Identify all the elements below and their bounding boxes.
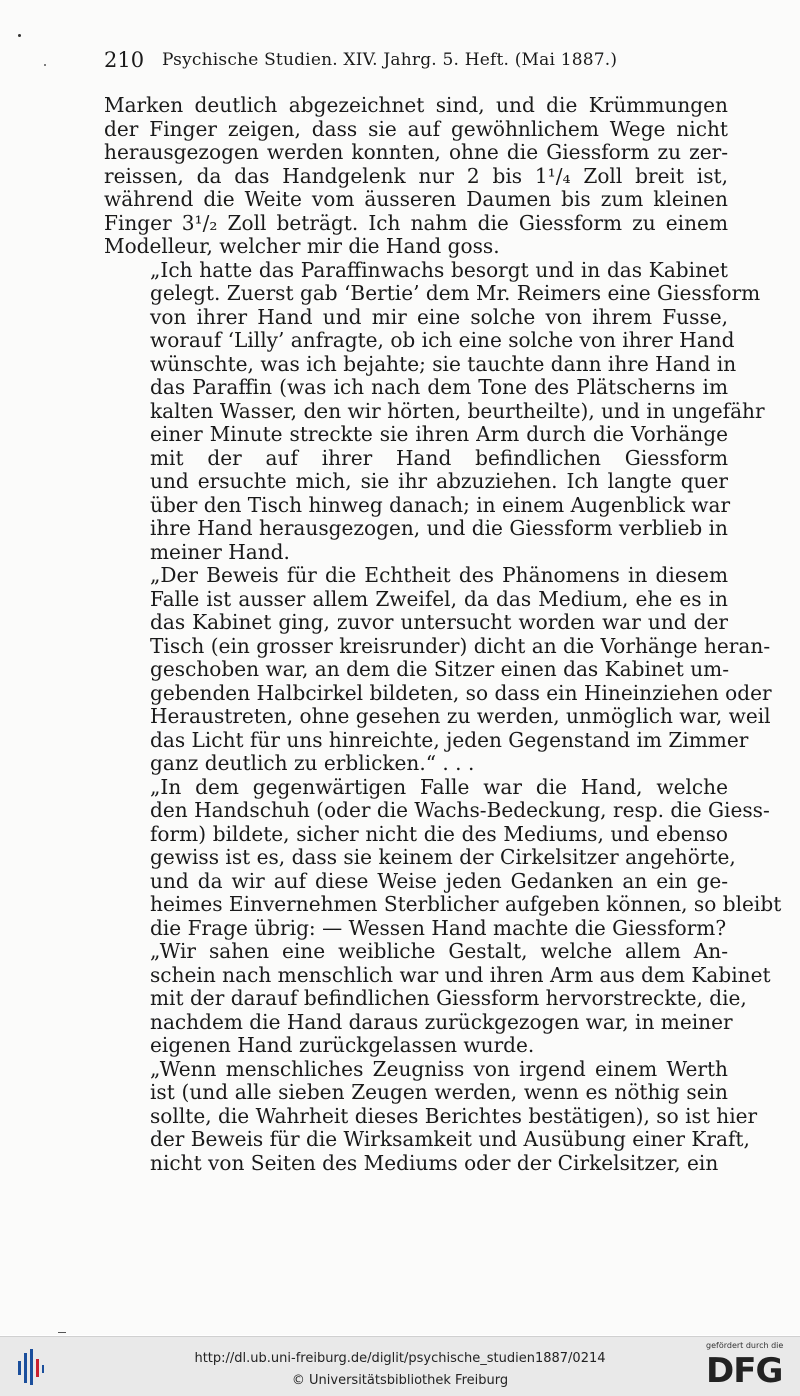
text-line: das Kabinet ging, zuvor untersucht worden war und der bbox=[150, 610, 728, 634]
text-line: der Beweis für die Wirksamkeit und Ausübung einer Kraft, bbox=[150, 1127, 750, 1151]
text-line: das Paraffin (was ich nach dem Tone des Plätscherns im bbox=[150, 375, 728, 399]
page-header bbox=[104, 48, 726, 74]
paragraph bbox=[104, 939, 771, 1058]
text-line: die Frage übrig: — Wessen Hand machte die Giessform? bbox=[150, 915, 727, 940]
text-line: reissen, da das Handgelenk nur 2 bis 1¹/₄ Zoll breit ist, bbox=[104, 163, 728, 188]
text-line: schein nach menschlich war und ihren Arm aus dem Kabinet bbox=[150, 962, 771, 987]
paragraph bbox=[104, 563, 772, 776]
text-line: „Der Beweis für die Echtheit des Phänomens in diesem bbox=[150, 563, 728, 587]
text-line: Heraustreten, ohne gesehen zu werden, unmöglich war, weil bbox=[150, 704, 771, 728]
text-line: sollte, die Wahrheit dieses Berichtes bestätigen), so ist hier bbox=[150, 1103, 758, 1128]
text-line: mit der auf ihrer Hand befindlichen Giessform bbox=[150, 445, 728, 470]
paragraph bbox=[104, 257, 765, 565]
text-line: Modelleur, welcher mir die Hand goss. bbox=[104, 234, 500, 258]
running-title: Psychische Studien. XIV. Jahrg. 5. Heft. (Mai 1887.) bbox=[162, 50, 618, 70]
paragraph bbox=[104, 774, 782, 941]
text-line: „In dem gegenwärtigen Falle war die Hand, welche bbox=[150, 774, 728, 799]
dfg-logo[interactable] bbox=[700, 1341, 796, 1393]
dfg-funding-label: gefördert durch die bbox=[706, 1341, 784, 1350]
text-line: heimes Einvernehmen Sterblicher aufgeben können, so bleibt bbox=[150, 892, 782, 916]
text-line: „Wenn menschliches Zeugniss von irgend einem Werth bbox=[150, 1056, 728, 1081]
text-line: während die Weite vom äusseren Daumen bis zum kleinen bbox=[104, 187, 728, 211]
text-line: ganz deutlich zu erblicken.“ . . . bbox=[150, 751, 475, 775]
text-line: von ihrer Hand und mir eine solche von ihrem Fusse, bbox=[150, 304, 728, 329]
text-line: „Wir sahen eine weibliche Gestalt, welche allem An- bbox=[150, 939, 728, 963]
text-line: ist (und alle sieben Zeugen werden, wenn es nöthig sein bbox=[150, 1080, 728, 1104]
text-line: nicht von Seiten des Mediums oder der Cirkelsitzer, ein bbox=[150, 1150, 719, 1175]
text-line: gebenden Halbcirkel bildeten, so dass ein Hineinziehen oder bbox=[150, 680, 772, 705]
copyright-notice: © Universitätsbibliothek Freiburg bbox=[291, 1373, 509, 1388]
text-line: der Finger zeigen, dass sie auf gewöhnlichem Wege nicht bbox=[104, 116, 728, 141]
text-line: nachdem die Hand daraus zurückgezogen war, in meiner bbox=[150, 1009, 733, 1034]
scan-mark bbox=[58, 1332, 66, 1333]
body-text bbox=[104, 93, 782, 1175]
text-line: und da wir auf diese Weise jeden Gedanken an ein ge- bbox=[150, 868, 728, 893]
text-line: Falle ist ausser allem Zweifel, da das Medium, ehe es in bbox=[150, 586, 728, 611]
text-line: herausgezogen werden konnten, ohne die Giessform zu zer- bbox=[104, 140, 728, 164]
text-line: das Licht für uns hinreichte, jeden Gegenstand im Zimmer bbox=[150, 727, 749, 752]
viewer-footer bbox=[0, 1336, 800, 1396]
text-line: einer Minute streckte sie ihren Arm durch die Vorhänge bbox=[150, 422, 728, 446]
dfg-logo-text: DFG bbox=[706, 1351, 783, 1391]
paragraph bbox=[104, 94, 728, 259]
text-line: über den Tisch hinweg danach; in einem Augenblick war bbox=[150, 492, 731, 517]
text-line: eigenen Hand zurückgelassen wurde. bbox=[150, 1033, 535, 1057]
source-url-link[interactable]: http://dl.ub.uni-freiburg.de/diglit/psychische_studien1887/0214 bbox=[194, 1351, 606, 1366]
text-line: kalten Wasser, den wir hörten, beurtheilte), und in ungefähr bbox=[150, 398, 765, 423]
text-line: meiner Hand. bbox=[150, 539, 290, 564]
text-line: mit der darauf befindlichen Giessform hervorstreckte, die, bbox=[150, 986, 747, 1010]
text-line: Tisch (ein grosser kreisrunder) dicht an die Vorhänge heran- bbox=[150, 633, 771, 658]
text-line: „Ich hatte das Paraffinwachs besorgt und in das Kabinet bbox=[150, 257, 728, 282]
scan-speck bbox=[44, 64, 46, 66]
text-line: wünschte, was ich bejahte; sie tauchte dann ihre Hand in bbox=[150, 351, 737, 376]
page-number: 210 bbox=[104, 48, 145, 72]
text-line: gewiss ist es, dass sie keinem der Cirkelsitzer angehörte, bbox=[150, 845, 736, 869]
text-line: gelegt. Zuerst gab ‘Bertie’ dem Mr. Reimers eine Giessform bbox=[150, 281, 761, 305]
text-line: und ersuchte mich, sie ihr abzuziehen. Ich langte quer bbox=[150, 469, 728, 493]
text-line: Marken deutlich abgezeichnet sind, und die Krümmungen bbox=[104, 93, 728, 117]
text-line: worauf ‘Lilly’ anfragte, ob ich eine solche von ihrer Hand bbox=[150, 328, 735, 352]
text-line: den Handschuh (oder die Wachs-Bedeckung, resp. die Giess- bbox=[150, 798, 770, 822]
text-line: geschoben war, an dem die Sitzer einen das Kabinet um- bbox=[150, 657, 729, 681]
paragraph bbox=[104, 1056, 758, 1176]
text-line: Finger 3¹/₂ Zoll beträgt. Ich nahm die Giessform zu einem bbox=[104, 210, 728, 235]
scan-speck bbox=[18, 34, 21, 37]
text-line: ihre Hand herausgezogen, und die Giessform verblieb in bbox=[150, 516, 728, 540]
text-line: form) bildete, sicher nicht die des Mediums, und ebenso bbox=[150, 821, 728, 846]
